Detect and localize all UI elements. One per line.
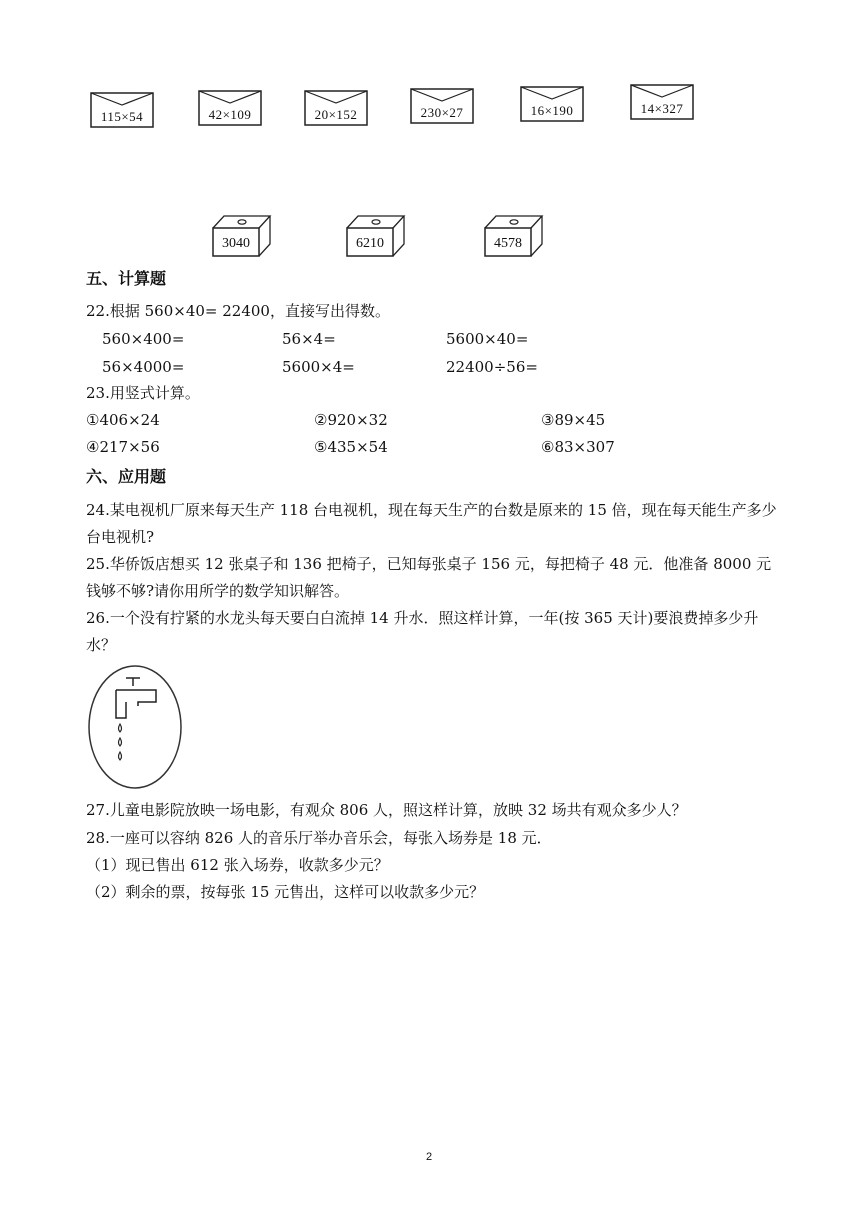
section-5-title: 五、计算题	[86, 269, 167, 288]
envelope-card	[410, 88, 474, 124]
question-23: 23.用竖式计算。	[86, 384, 200, 402]
envelope-card	[90, 92, 154, 128]
question-28-part-2: （2）剩余的票，按每张 15 元售出，这样可以收款多少元？	[86, 883, 485, 901]
question-28-part-1: （1）现已售出 612 张入场券，收款多少元？	[86, 856, 389, 874]
page-number: 2	[426, 1151, 433, 1163]
envelope-card	[520, 86, 584, 122]
mailbox-label: 6210	[356, 236, 384, 251]
question-25: 25.华侨饭店想买 12 张桌子和 136 把椅子，已知每张桌子 156 元，每把椅子 48 元．他准备 8000 元钱够不够?请你用所学的数学知识解答。	[86, 555, 772, 600]
faucet-illustration	[86, 664, 184, 790]
q23-item: ①406×24	[86, 411, 160, 429]
q23-item: ③89×45	[541, 411, 606, 429]
mailbox-card	[346, 214, 406, 258]
envelope-label: 20×152	[314, 107, 358, 122]
question-26: 26.一个没有拧紧的水龙头每天要白白流掉 14 升水．照这样计算，一年(按 365 天计)要浪费掉多少升水？	[86, 609, 759, 654]
q23-item: ②920×32	[314, 411, 388, 429]
q23-item: ④217×56	[86, 438, 160, 456]
q22-item: 5600×40=	[446, 330, 529, 348]
envelope-card	[198, 90, 262, 126]
q23-item: ⑤435×54	[314, 438, 388, 456]
mailbox-label: 4578	[494, 236, 522, 251]
envelope-label: 16×190	[530, 103, 574, 118]
q22-item: 560×400=	[102, 330, 185, 348]
mailbox-card	[484, 214, 544, 258]
q23-item: ⑥83×307	[541, 438, 615, 456]
envelope-card	[630, 84, 694, 120]
q22-item: 22400÷56=	[446, 358, 538, 376]
faucet-icon	[86, 664, 184, 790]
mailbox-label: 3040	[222, 236, 250, 251]
question-28: 28.一座可以容纳 826 人的音乐厅举办音乐会，每张入场券是 18 元．	[86, 829, 552, 847]
q22-item: 56×4=	[282, 330, 336, 348]
mailbox-card	[212, 214, 272, 258]
envelope-label: 230×27	[420, 105, 464, 120]
question-24: 24.某电视机厂原来每天生产 118 台电视机，现在每天生产的台数是原来的 15 倍，现在每天能生产多少台电视机?	[86, 501, 777, 546]
envelope-card	[304, 90, 368, 126]
envelope-label: 42×109	[208, 107, 252, 122]
envelope-label: 14×327	[640, 101, 684, 116]
q22-item: 56×4000=	[102, 358, 185, 376]
question-27: 27.儿童电影院放映一场电影，有观众 806 人，照这样计算，放映 32 场共有观众多少人？	[86, 801, 687, 819]
question-22: 22.根据 560×40= 22400，直接写出得数。	[86, 302, 390, 320]
envelope-label: 115×54	[100, 109, 144, 124]
section-6-title: 六、应用题	[86, 467, 167, 486]
q22-item: 5600×4=	[282, 358, 355, 376]
